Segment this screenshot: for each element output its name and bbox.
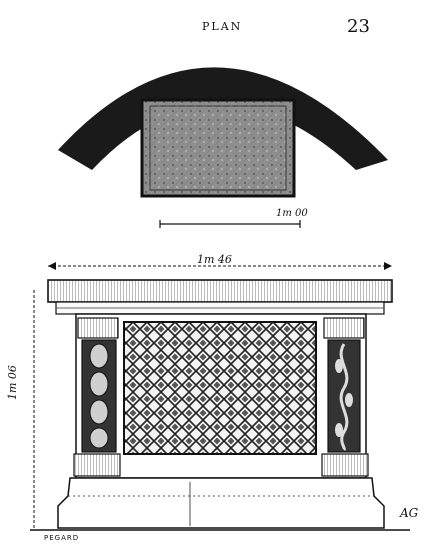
lattice-panel [124, 322, 316, 454]
altar-top-slab [48, 280, 392, 302]
page-number: 23 [347, 16, 370, 37]
engraver-signature: PEGARD [44, 534, 80, 542]
engraver-monogram: AG [400, 506, 419, 520]
elevation-height-label: 1m 06 [6, 365, 19, 400]
plan-scale-label: 1m 00 [276, 208, 308, 219]
plan-table-top [142, 100, 294, 196]
plan-title: PLAN [202, 20, 243, 33]
elevation-width-label: 1m 46 [197, 253, 232, 266]
altar-base [58, 478, 384, 528]
